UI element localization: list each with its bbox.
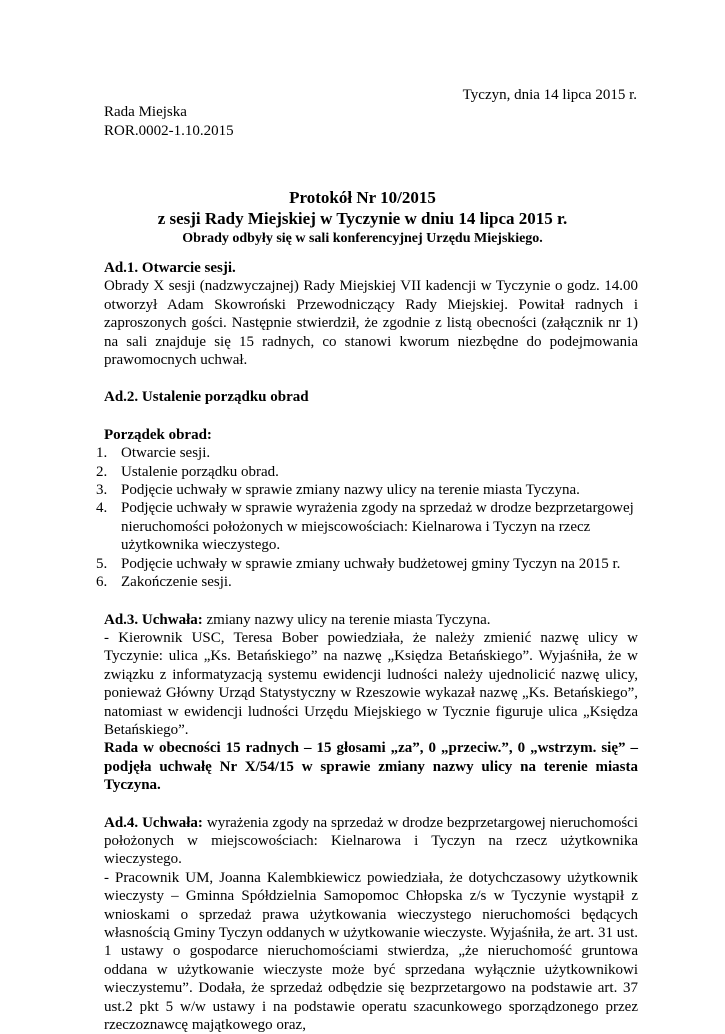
document-title [0,187,725,249]
section-text-ad4: - Pracownik UM, Joanna Kalembkiewicz powiedziała, że dotychczasowy użytkownik wieczysty – Gminna Spółdzielnia Samopomoc Chłopska z/s w Tyczynie wystąpił z wnioskami o sprzedaż prawa użytkowania wieczystego nieruchomości będących własnością Gminy Tyczyn oddanych w użytkowanie wieczyste. Wyjaśniła, że art. 31 ust. 1 ustawy o gospodarce nieruchomościami stwierdza, „że nieruchomość gruntowa oddana w użytkowanie wieczyste może być sprzedana wyłącznie użytkownikowi wieczystemu”. Dodała, że sprzedaż odbędzie się bezprzetargowo na podstawie art. 37 ust.2 pkt 5 w/w ustawy i na podstawie operatu szacunkowego sporządzonego przez rzeczoznawcę majątkowego oraz, [104,869,638,1034]
section-heading-ad1: Ad.1. Otwarcie sesji. [104,260,236,276]
vote-result-ad3: Rada w obecności 15 radnych – 15 głosami „za”, 0 „przeciw.”, 0 „wstrzym. się” – podjęła uchwałę Nr X/54/15 w sprawie zmiany nazwy ulicy na terenie miasta Tyczyna. [104,740,638,794]
agenda-item: 6. Zakończenie sesji. [96,574,232,591]
agenda-item: 5. Podjęcie uchwały w sprawie zmiany uchwały budżetowej gminy Tyczyn na 2015 r. [96,555,621,572]
session-title: z sesji Rady Miejskiej w Tyczynie w dniu 14 lipca 2015 r. [157,209,568,228]
institution-name: Rada Miejska [104,104,187,120]
reference-number: ROR.0002-1.10.2015 [104,123,234,139]
document-date: Tyczyn, dnia 14 lipca 2015 r. [462,87,637,103]
agenda-list [96,444,638,591]
protocol-number: Protokół Nr 10/2015 [289,188,436,207]
agenda-item: 2. Ustalenie porządku obrad. [96,463,279,480]
section-heading-ad4: Ad.4. Uchwała: wyrażenia zgody na sprzedaż w drodze bezprzetargowej nieruchomości położonych w miejscowościach: Kielnarowa i Tyczyn na rzecz użytkownika wieczystego. [104,814,638,868]
agenda-item: 1. Otwarcie sesji. [96,445,211,462]
agenda-item: 4. Podjęcie uchwały w sprawie wyrażenia zgody na sprzedaż w drodze bezprzetargowej nieruchomości położonych w miejscowościach: Kielnarowa i Tyczyn na rzecz użytkownika wieczystego. [96,500,634,554]
section-text-ad1: Obrady X sesji (nadzwyczajnej) Rady Miejskiej VII kadencji w Tyczynie o godz. 14.00 otworzył Adam Skowroński Przewodniczący Rady Miejskiej. Powitał radnych i zaproszonych gości. Następnie stwierdził, że zgodnie z listą obecności (załącznik nr 1) na sali znajduje się 15 radnych, co stanowi kworum niezbędne do podejmowania prawomocnych uchwał. [104,278,638,369]
agenda-item: 3. Podjęcie uchwały w sprawie zmiany nazwy ulicy na terenie miasta Tyczyna. [96,482,580,499]
section-heading-ad3: Ad.3. Uchwała: zmiany nazwy ulicy na terenie miasta Tyczyna. [104,611,491,628]
document-body [96,259,638,1034]
section-heading-ad2: Ad.2. Ustalenie porządku obrad [104,389,309,406]
agenda-heading: Porządek obrad: [104,426,212,443]
session-location: Obrady odbyły się w sali konferencyjnej Urzędu Miejskiego. [182,231,543,246]
section-text-ad3: - Kierownik USC, Teresa Bober powiedziała, że należy zmienić nazwę ulicy w Tyczynie: ulica „Ks. Betańskiego” na nazwę „Księdza Betańskiego”. Wyjaśniła, że w związku z informatyzacją systemu ewidencji ludności należy ujednolicić nazwę ulicy, ponieważ Główny Urząd Statystyczny w Rzeszowie wykazał nazwę „Ks. Betańskiego”, natomiast w ewidencji ludności Urzędu Miejskiego w Tycznie figuruje ulica „Księdza Betańskiego”. [104,629,638,738]
document-header [104,103,234,141]
